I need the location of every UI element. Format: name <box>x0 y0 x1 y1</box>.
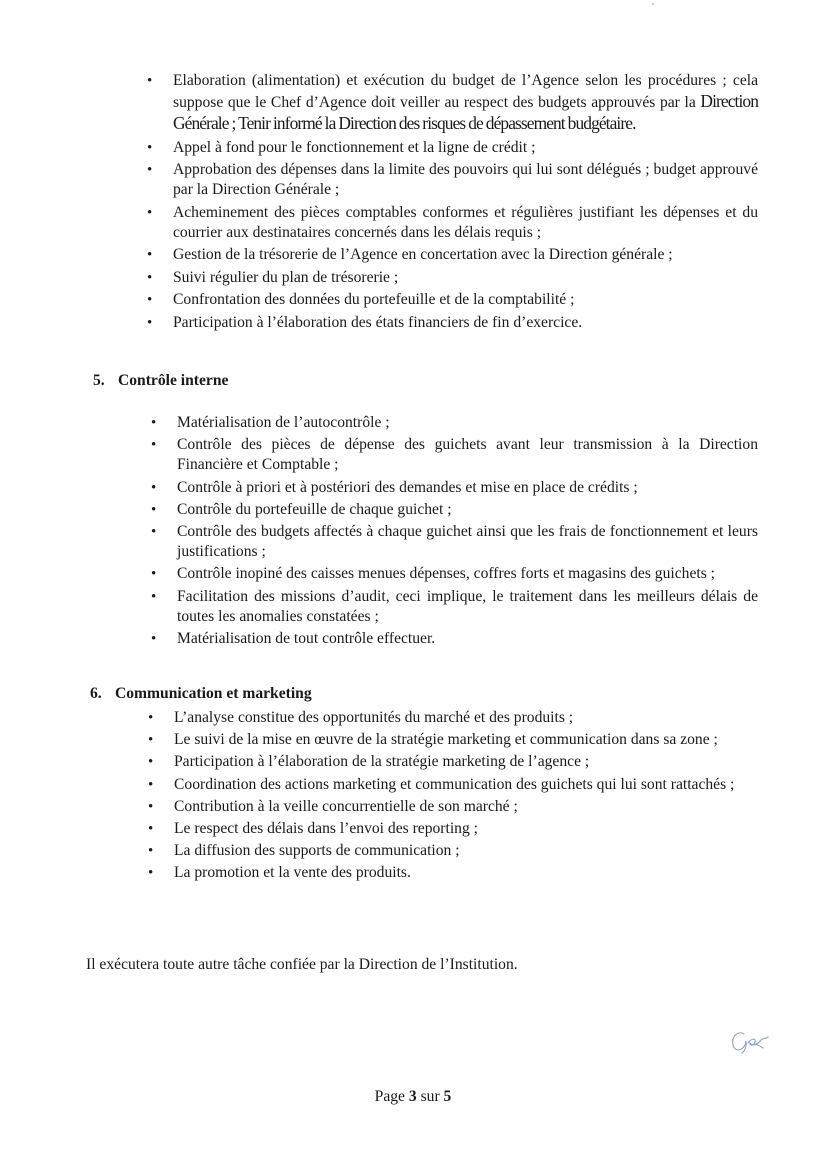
list-item: • Contrôle inopiné des caisses menues dépenses, coffres forts et magasins des guichets ; <box>177 564 758 584</box>
section-title: Communication et marketing <box>115 685 312 702</box>
list-item: • Acheminement des pièces comptables conformes et régulières justifiant les dépenses et du courrier aux destinataires concernés dans les délais requis ; <box>173 203 758 243</box>
list-item: • La promotion et la vente des produits. <box>174 863 757 883</box>
list-item: • Le respect des délais dans l’envoi des reporting ; <box>174 819 757 839</box>
scan-speck <box>652 3 654 5</box>
section-number: 5. <box>93 372 105 389</box>
list-item: • Le suivi de la mise en œuvre de la stratégie marketing et communication dans sa zone ; <box>174 730 757 750</box>
footer-total-pages: 5 <box>443 1088 452 1105</box>
list-item: • Coordination des actions marketing et communication des guichets qui lui sont rattachés ; <box>174 775 757 795</box>
footer-prefix: Page <box>374 1088 405 1105</box>
list-item: • Matérialisation de l’autocontrôle ; <box>177 413 758 433</box>
section-5-bullet-list <box>177 413 758 651</box>
list-item-text: Elaboration (alimentation) et exécution du budget de l’Agence selon les procédures ; cela suppose que le Chef d’Agence doit veiller au respect des budgets approuvés par la <box>173 72 758 111</box>
list-item: • Participation à l’élaboration des états financiers de fin d’exercice. <box>173 313 758 333</box>
section-6-heading <box>90 684 312 704</box>
section-5-heading <box>93 371 228 391</box>
section-6-bullet-list <box>174 708 757 886</box>
list-item <box>173 71 758 135</box>
list-item-continuation: Direction Générale ; Tenir informé la Direction des risques de dépassement budgétaire. <box>173 91 758 133</box>
intro-bullet-list <box>173 71 758 335</box>
page-footer <box>0 1087 826 1107</box>
list-item: • Confrontation des données du portefeuille et de la comptabilité ; <box>173 290 758 310</box>
list-item: • Gestion de la trésorerie de l’Agence en concertation avec la Direction générale ; <box>173 245 758 265</box>
list-item: • Matérialisation de tout contrôle effectuer. <box>177 629 758 649</box>
list-item: • La diffusion des supports de communication ; <box>174 841 757 861</box>
section-title: Contrôle interne <box>118 372 229 389</box>
list-item: • Contrôle des budgets affectés à chaque guichet ainsi que les frais de fonctionnement et leurs justifications ; <box>177 522 758 562</box>
list-item: • Approbation des dépenses dans la limite des pouvoirs qui lui sont délégués ; budget approuvé par la Direction Générale ; <box>173 160 758 200</box>
list-item: • Facilitation des missions d’audit, ceci implique, le traitement dans les meilleurs délais de toutes les anomalies constatées ; <box>177 587 758 627</box>
list-item: • Appel à fond pour le fonctionnement et la ligne de crédit ; <box>173 138 758 158</box>
handwritten-initials-icon <box>728 1028 772 1056</box>
section-number: 6. <box>90 685 102 702</box>
list-item: • Contrôle du portefeuille de chaque guichet ; <box>177 500 758 520</box>
list-item: • Contrôle des pièces de dépense des guichets avant leur transmission à la Direction Financière et Comptable ; <box>177 435 758 475</box>
list-item: • Contribution à la veille concurrentielle de son marché ; <box>174 797 757 817</box>
closing-paragraph: Il exécutera toute autre tâche confiée par la Direction de l’Institution. <box>86 956 518 973</box>
list-item: • L’analyse constitue des opportunités du marché et des produits ; <box>174 708 757 728</box>
footer-current-page: 3 <box>408 1088 417 1105</box>
list-item: • Suivi régulier du plan de trésorerie ; <box>173 268 758 288</box>
footer-middle: sur <box>420 1088 440 1105</box>
list-item: • Contrôle à priori et à postériori des demandes et mise en place de crédits ; <box>177 478 758 498</box>
list-item: • Participation à l’élaboration de la stratégie marketing de l’agence ; <box>174 752 757 772</box>
